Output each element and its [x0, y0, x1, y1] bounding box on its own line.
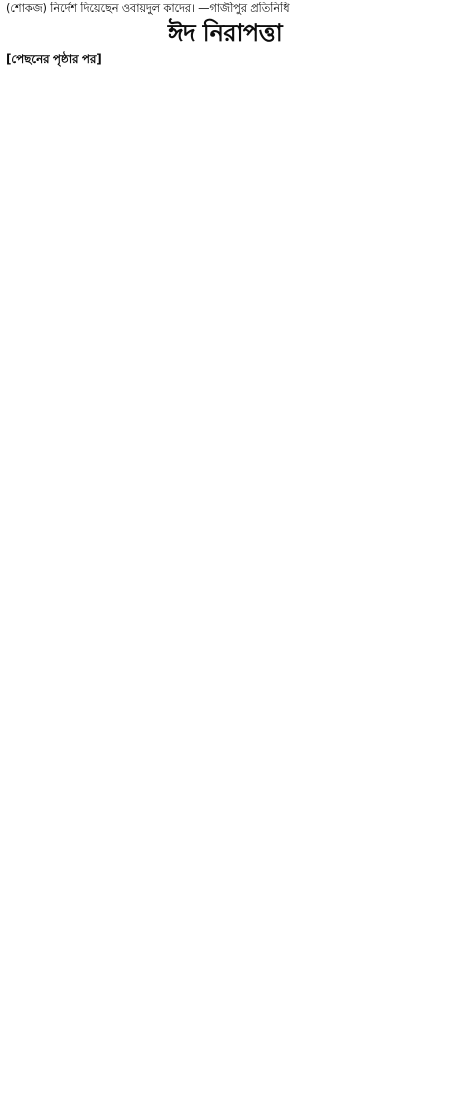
continued-from-tag: [পেছনের পৃষ্ঠার পর]	[6, 52, 102, 66]
article-body	[6, 50, 444, 68]
headline: ঈদ নিরাপত্তা	[167, 19, 283, 47]
previous-article-tail: (শোকজ) নির্দেশ দিয়েছেন ওবায়দুল কাদের। —গাজীপুর প্রতিনিধি	[6, 2, 290, 15]
article-paragraph	[6, 50, 444, 68]
